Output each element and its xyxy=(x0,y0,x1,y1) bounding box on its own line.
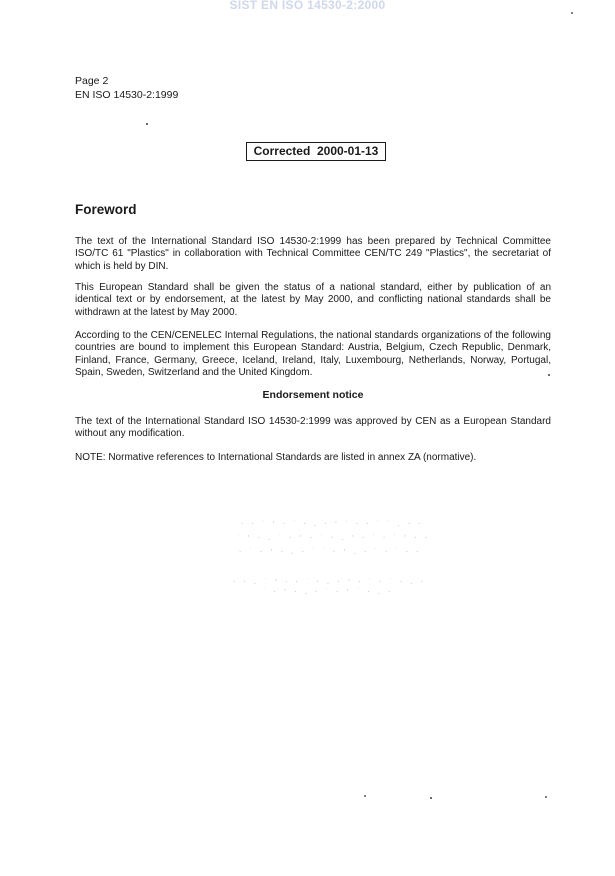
scan-speck xyxy=(430,797,432,799)
watermark: SIST EN ISO 14530-2:2000 xyxy=(229,0,386,12)
scan-speck xyxy=(545,796,547,798)
scan-speck xyxy=(571,12,573,14)
page-number: Page 2 xyxy=(75,75,109,87)
scan-noise: · ˙ · ' · . · ˙ ˙ · ' . · ˙ · ˙ · · xyxy=(238,548,421,556)
foreword-paragraph-3: According to the CEN/CENELEC Internal Regulations, the national standards organizations of the following countries are bound to implement this European Standard: Austria, Belgium, Czech Republic, Denmark, Finland, France, Germany, Greece, Iceland, Ireland, Italy, Luxembourg, Netherlands, Norway, Portugal, Spain, Sweden, Switzerland and the United Kingdom. xyxy=(75,330,551,379)
foreword-heading: Foreword xyxy=(75,202,137,217)
foreword-paragraph-1: The text of the International Standard ISO 14530-2:1999 has been prepared by Technical Committee ISO/TC 61 "Plastics" in collaboration with Technical Committee CEN/TC 249 "Plastics", the secretariat of which is held by DIN. xyxy=(75,236,551,272)
corrected-stamp: Corrected 2000-01-13 xyxy=(246,142,386,161)
scan-speck xyxy=(548,374,550,376)
endorsement-heading: Endorsement notice xyxy=(262,389,364,401)
scan-speck xyxy=(364,795,366,797)
standard-reference: EN ISO 14530-2:1999 xyxy=(75,89,179,101)
scan-speck xyxy=(146,123,148,125)
scan-noise: ˙ ' · . ˙ · ' · ˙ · . ' · ˙ · ˙ ' · · xyxy=(236,534,429,542)
scan-noise: · · ˙ ' · ˙ · . · ' ˙ · · ˙ ˙ . · · xyxy=(240,520,423,528)
page-header xyxy=(75,74,178,102)
endorsement-paragraph: The text of the International Standard ISO 14530-2:1999 was approved by CEN as a European Standard without any modification. xyxy=(75,416,551,440)
foreword-paragraph-2: This European Standard shall be given the status of a national standard, either by publication of an identical text or by endorsement, at the latest by May 2000, and conflicting national standards shall be withdrawn at the latest by May 2000. xyxy=(75,282,551,318)
scan-noise: · · . ˙ ' · · ˙ · . · ' · ˙ · ˙ · . · xyxy=(232,578,425,586)
scan-noise: ˙ · ' · . · ˙ · ' ˙ · . · xyxy=(262,588,393,596)
normative-note: NOTE: Normative references to International Standards are listed in annex ZA (normative). xyxy=(75,452,477,463)
